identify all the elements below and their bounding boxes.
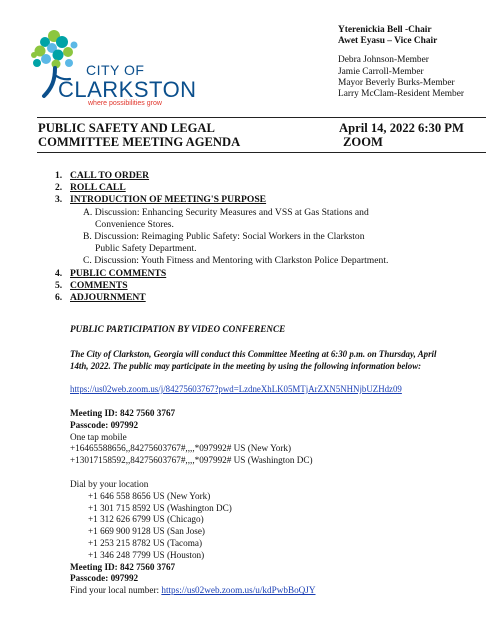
list-item: 6. ADJOURNMENT	[55, 292, 146, 304]
member-name: Jamie Carroll-Member	[338, 66, 424, 77]
dial-label: Dial by your location	[70, 478, 149, 489]
phone-number: +16465588656,,84275603767#,,,,*097992# US (New York)	[70, 443, 292, 454]
meeting-id: Meeting ID: 842 7560 3767	[70, 408, 176, 418]
phone-number: +1 646 558 8656 US (New York)	[88, 490, 211, 501]
phone-number: +13017158592,,84275603767#,,,,*097992# US (Washington DC)	[70, 455, 313, 466]
list-item: 5. COMMENTS	[55, 279, 128, 291]
list-item: 2. ROLL CALL	[55, 182, 126, 194]
chair-name: Yterenickia Bell -Chair	[338, 25, 432, 35]
agenda-subitem: A. Discussion: Enhancing Security Measures and VSS at Gas Stations and Convenience Stores.	[83, 206, 369, 230]
passcode: Passcode: 097992	[70, 573, 139, 584]
member-name: Debra Johnson-Member	[338, 55, 429, 66]
page-title: PUBLIC SAFETY AND LEGAL COMMITTEE MEETING AGENDA	[38, 121, 241, 149]
logo-tagline: where possibilities grow	[88, 100, 162, 107]
meeting-id: Meeting ID: 842 7560 3767	[70, 561, 176, 572]
agenda-subitem: C. Discussion: Youth Fitness and Mentoring with Clarkston Police Department.	[83, 255, 389, 267]
phone-number: +1 346 248 7799 US (Houston)	[88, 549, 205, 560]
logo-clarkston: CLARKSTON	[58, 77, 197, 102]
passcode: Passcode: 097992	[70, 419, 139, 430]
member-name: Mayor Beverly Burks-Member	[338, 77, 455, 88]
city-logo	[28, 22, 203, 114]
agenda-subitem: B. Discussion: Reimaging Public Safety: Social Workers in the Clarkston Public Safety Department.	[83, 231, 365, 255]
participation-heading: PUBLIC PARTICIPATION BY VIDEO CONFERENCE	[70, 324, 286, 334]
phone-number: +1 253 215 8782 US (Tacoma)	[88, 537, 203, 548]
zoom-meeting-link[interactable]: https://us02web.zoom.us/j/84275603767?pwd=LzdneXhLK05MTjArZXN5NHNjbUZHdz09	[70, 384, 402, 394]
phone-number: +1 312 626 6799 US (Chicago)	[88, 514, 204, 525]
one-tap-label: One tap mobile	[70, 431, 127, 442]
find-local-number-link[interactable]: https://us02web.zoom.us/u/kdPwbBoQJY	[161, 585, 316, 596]
header-divider-top	[37, 117, 486, 118]
member-name: Larry McClam-Resident Member	[338, 89, 465, 100]
vice-chair-name: Awet Eyasu – Vice Chair	[338, 36, 438, 47]
logo-city-of: CITY OF	[86, 62, 145, 78]
list-item: 3. INTRODUCTION OF MEETING'S PURPOSE	[55, 194, 267, 206]
header-divider-bottom	[37, 152, 486, 153]
list-item: 1. CALL TO ORDER	[55, 170, 150, 181]
list-item: 4. PUBLIC COMMENTS	[55, 267, 167, 279]
committee-officials	[338, 25, 464, 100]
agenda-list	[55, 170, 475, 304]
participation-notice: The City of Clarkston, Georgia will conduct this Committee Meeting at 6:30 p.m. on Thursday, April 14th, 2022. The public may participate in the meeting by using the following information below:	[70, 349, 437, 371]
meeting-date: April 14, 2022 6:30 PM ZOOM	[339, 121, 464, 149]
find-local-number: Find your local number: https://us02web.zoom.us/u/kdPwbBoQJY	[70, 585, 316, 596]
meeting-format: ZOOM	[343, 135, 383, 149]
dial-in-details	[70, 408, 470, 597]
phone-number: +1 301 715 8592 US (Washington DC)	[88, 502, 232, 513]
phone-number: +1 669 900 9128 US (San Jose)	[88, 526, 205, 537]
